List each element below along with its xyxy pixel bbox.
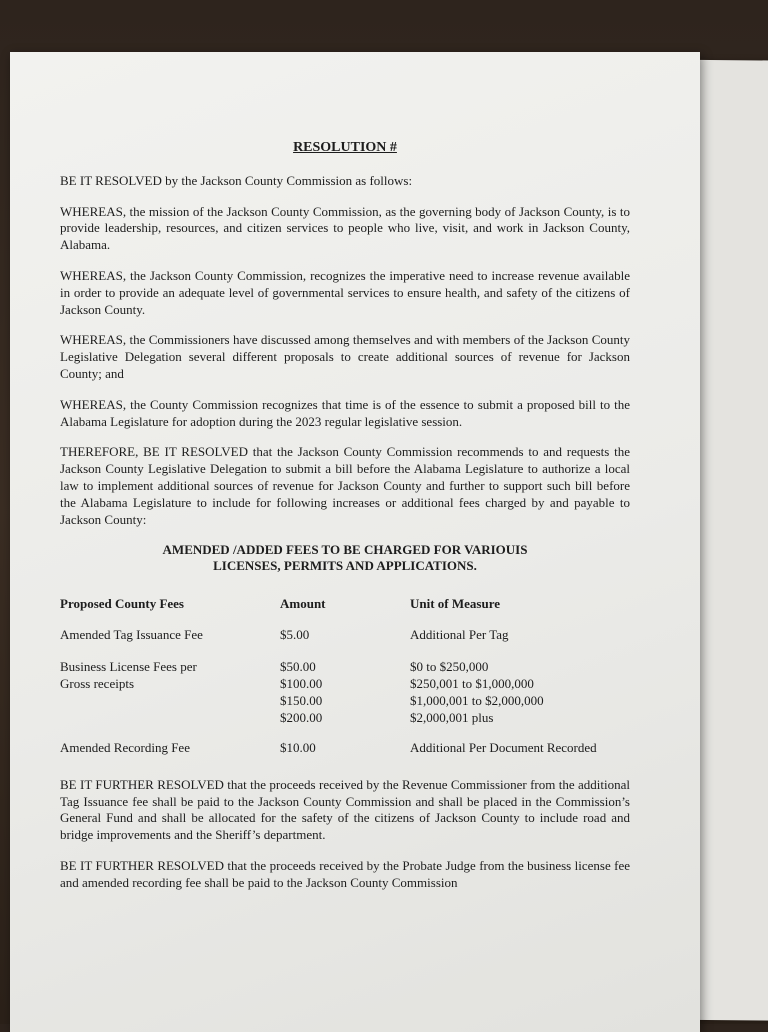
tag-fee-name: Amended Tag Issuance Fee bbox=[60, 627, 203, 643]
document-content bbox=[60, 140, 630, 906]
business-fee-unit: $1,000,001 to $2,000,000 bbox=[410, 692, 544, 708]
fees-heading-line-1: AMENDED /ADDED FEES TO BE CHARGED FOR VARIOUIS bbox=[162, 542, 528, 558]
further-resolved-paragraph-2: BE IT FURTHER RESOLVED that the proceeds received by the Probate Judge from the business license fee and amended recording fee shall be paid to the Jackson County Commission bbox=[60, 857, 630, 890]
business-fee-amount: $150.00 bbox=[280, 692, 323, 708]
business-fee-name-line-1: Business License Fees per bbox=[60, 658, 197, 674]
intro-paragraph: BE IT RESOLVED by the Jackson County Commission as follows: bbox=[60, 172, 413, 188]
resolution-title: RESOLUTION # bbox=[293, 140, 397, 155]
tag-fee-unit: Additional Per Tag bbox=[410, 627, 509, 643]
fees-heading-line-2: LICENSES, PERMITS AND APPLICATIONS. bbox=[213, 558, 477, 574]
business-fee-unit: $2,000,001 plus bbox=[410, 709, 494, 725]
business-fee-name-line-2: Gross receipts bbox=[60, 675, 135, 691]
fees-heading bbox=[60, 542, 630, 574]
recording-fee-name: Amended Recording Fee bbox=[60, 739, 190, 755]
tag-fee-amount: $5.00 bbox=[280, 627, 310, 643]
further-resolved-paragraph-1: BE IT FURTHER RESOLVED that the proceeds received by the Revenue Commissioner from the additional Tag Issuance fee shall be paid to the Jackson County Commission and shall be placed in the Commission’s General Fund and shall be allocated for the safety of the citizens of Jackson County to include road and bridge improvements and the Sheriff’s department. bbox=[60, 776, 630, 843]
table-row bbox=[60, 740, 630, 771]
recording-fee-unit: Additional Per Document Recorded bbox=[410, 739, 597, 755]
table-row bbox=[60, 627, 630, 658]
business-fee-amounts bbox=[280, 658, 410, 740]
business-fee-unit: $0 to $250,000 bbox=[410, 658, 489, 674]
business-fee-amount: $200.00 bbox=[280, 709, 323, 725]
business-fee-units bbox=[410, 658, 630, 740]
business-fee-amount: $50.00 bbox=[280, 658, 316, 674]
whereas-paragraph-4: WHEREAS, the County Commission recognizes that time is of the essence to submit a proposed bill to the Alabama Legislature for adoption during the 2023 regular legislative session. bbox=[60, 396, 630, 429]
document-page bbox=[10, 52, 700, 1032]
table-row bbox=[60, 658, 630, 740]
whereas-paragraph-1: WHEREAS, the mission of the Jackson County Commission, as the governing body of Jackson County, is to provide leadership, resources, and citizen services to people who live, visit, and work in Jackson County, Alabama. bbox=[60, 203, 630, 253]
business-fee-unit: $250,001 to $1,000,000 bbox=[410, 675, 534, 691]
header-unit-of-measure: Unit of Measure bbox=[410, 596, 501, 612]
therefore-paragraph: THEREFORE, BE IT RESOLVED that the Jackson County Commission recommends to and requests the Jackson County Legislative Delegation to submit a bill before the Alabama Legislature to authorize a local law to implement additional sources of revenue for Jackson County and further to support such bill before the Alabama Legislature to include for following increases or additional fees charged by and payable to Jackson County: bbox=[60, 444, 630, 527]
recording-fee-amount: $10.00 bbox=[280, 739, 316, 755]
business-fee-name bbox=[60, 658, 280, 740]
whereas-paragraph-3: WHEREAS, the Commissioners have discussed among themselves and with members of the Jackson County Legislative Delegation several different proposals to create additional sources of revenue for Jackson County; and bbox=[60, 332, 630, 381]
business-fee-amount: $100.00 bbox=[280, 675, 323, 691]
fee-table bbox=[60, 596, 630, 770]
whereas-paragraph-2: WHEREAS, the Jackson County Commission, recognizes the imperative need to increase revenue available in order to provide an adequate level of governmental services to ensure health, and safety of the citizens of Jackson County. bbox=[60, 267, 630, 317]
header-proposed-fees: Proposed County Fees bbox=[60, 596, 184, 612]
header-amount: Amount bbox=[280, 596, 326, 612]
fee-table-header-row bbox=[60, 596, 630, 627]
